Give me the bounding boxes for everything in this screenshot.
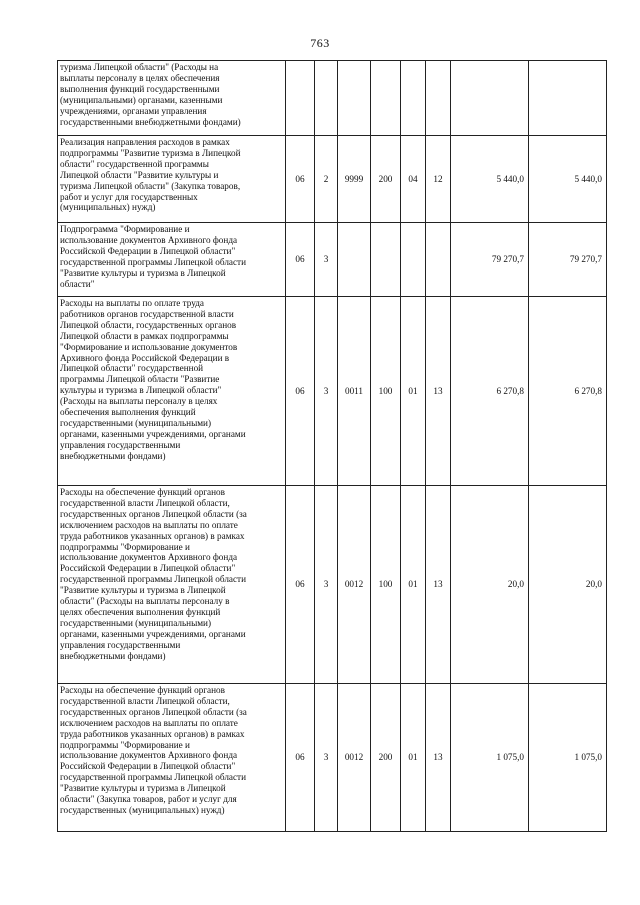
cell-subdivision <box>426 223 451 297</box>
cell-section: 06 <box>286 486 315 684</box>
cell-amount <box>451 61 529 136</box>
cell-amount: 1 075,0 <box>451 684 529 832</box>
cell-expense-type: 100 <box>371 486 401 684</box>
cell-expense-type <box>371 61 401 136</box>
cell-subprogram: 3 <box>315 486 338 684</box>
cell-subdivision: 13 <box>426 684 451 832</box>
table-row <box>58 486 607 684</box>
row-description: Расходы на обеспечение функций органов государственной власти Липецкой области, государственных органов Липецкой области (за исключением расходов на выплаты по оплате труда работников указанных органов) в рамках подпрограммы "Формирование и использование документов Архивного фонда Российской Федерации в Липецкой области" государственной программы Липецкой области "Развитие культуры и туризма в Липецкой области" (Расходы на выплаты персоналу в целях обеспечения выполнения функций государственными (муниципальными) органами, казенными учреждениями, органами управления государственными внебюджетными фондами) <box>58 486 286 684</box>
row-description: Реализация направления расходов в рамках подпрограммы "Развитие туризма в Липецкой области" государственной программы Липецкой области "Развитие культуры и туризма Липецкой области" (Закупка товаров, работ и услуг для государственных (муниципальных) нужд) <box>58 136 286 223</box>
cell-direction <box>338 223 371 297</box>
row-description: туризма Липецкой области" (Расходы на выплаты персоналу в целях обеспечения выполнения функций государственными (муниципальными) органами, казенными учреждениями, органами управления государственными внебюджетными фондами) <box>58 61 286 136</box>
cell-division: 01 <box>401 297 426 486</box>
cell-subprogram: 3 <box>315 223 338 297</box>
cell-amount-total: 79 270,7 <box>529 223 607 297</box>
cell-direction <box>338 61 371 136</box>
cell-direction: 0012 <box>338 486 371 684</box>
cell-division: 01 <box>401 486 426 684</box>
cell-subdivision: 13 <box>426 297 451 486</box>
cell-section: 06 <box>286 223 315 297</box>
cell-subdivision: 12 <box>426 136 451 223</box>
cell-amount-total <box>529 61 607 136</box>
cell-amount-total: 5 440,0 <box>529 136 607 223</box>
cell-subprogram: 3 <box>315 684 338 832</box>
cell-subprogram: 2 <box>315 136 338 223</box>
cell-section: 06 <box>286 136 315 223</box>
table-row <box>58 684 607 832</box>
cell-amount: 79 270,7 <box>451 223 529 297</box>
cell-division: 04 <box>401 136 426 223</box>
cell-section: 06 <box>286 684 315 832</box>
cell-subprogram: 3 <box>315 297 338 486</box>
cell-amount-total: 6 270,8 <box>529 297 607 486</box>
cell-subdivision: 13 <box>426 486 451 684</box>
table-row <box>58 61 607 136</box>
cell-expense-type: 100 <box>371 297 401 486</box>
cell-division <box>401 61 426 136</box>
budget-table <box>57 60 607 832</box>
cell-amount: 6 270,8 <box>451 297 529 486</box>
cell-amount-total: 20,0 <box>529 486 607 684</box>
cell-direction: 0011 <box>338 297 371 486</box>
cell-division <box>401 223 426 297</box>
row-description: Расходы на выплаты по оплате труда работников органов государственной власти Липецкой области, государственных органов Липецкой области в рамках подпрограммы "Формирование и использование документов Архивного фонда Российской Федерации в Липецкой области" государственной программы Липецкой области "Развитие культуры и туризма в Липецкой области" (Расходы на выплаты персоналу в целях обеспечения выполнения функций государственными (муниципальными) органами, казенными учреждениями, органами управления государственными внебюджетными фондами) <box>58 297 286 486</box>
cell-direction: 0012 <box>338 684 371 832</box>
table-row <box>58 136 607 223</box>
cell-expense-type <box>371 223 401 297</box>
table-row <box>58 297 607 486</box>
cell-amount-total: 1 075,0 <box>529 684 607 832</box>
table-row <box>58 223 607 297</box>
cell-expense-type: 200 <box>371 136 401 223</box>
cell-section <box>286 61 315 136</box>
cell-section: 06 <box>286 297 315 486</box>
cell-expense-type: 200 <box>371 684 401 832</box>
cell-division: 01 <box>401 684 426 832</box>
page-number: 763 <box>310 36 330 50</box>
cell-subdivision <box>426 61 451 136</box>
cell-amount: 20,0 <box>451 486 529 684</box>
row-description: Подпрограмма "Формирование и использование документов Архивного фонда Российской Федерации в Липецкой области" государственной программы Липецкой области "Развитие культуры и туризма в Липецкой области" <box>58 223 286 297</box>
cell-direction: 9999 <box>338 136 371 223</box>
cell-subprogram <box>315 61 338 136</box>
row-description: Расходы на обеспечение функций органов государственной власти Липецкой области, государственных органов Липецкой области (за исключением расходов на выплаты по оплате труда работников указанных органов) в рамках подпрограммы "Формирование и использование документов Архивного фонда Российской Федерации в Липецкой области" государственной программы Липецкой области "Развитие культуры и туризма в Липецкой области" (Закупка товаров, работ и услуг для государственных (муниципальных) нужд) <box>58 684 286 832</box>
cell-amount: 5 440,0 <box>451 136 529 223</box>
